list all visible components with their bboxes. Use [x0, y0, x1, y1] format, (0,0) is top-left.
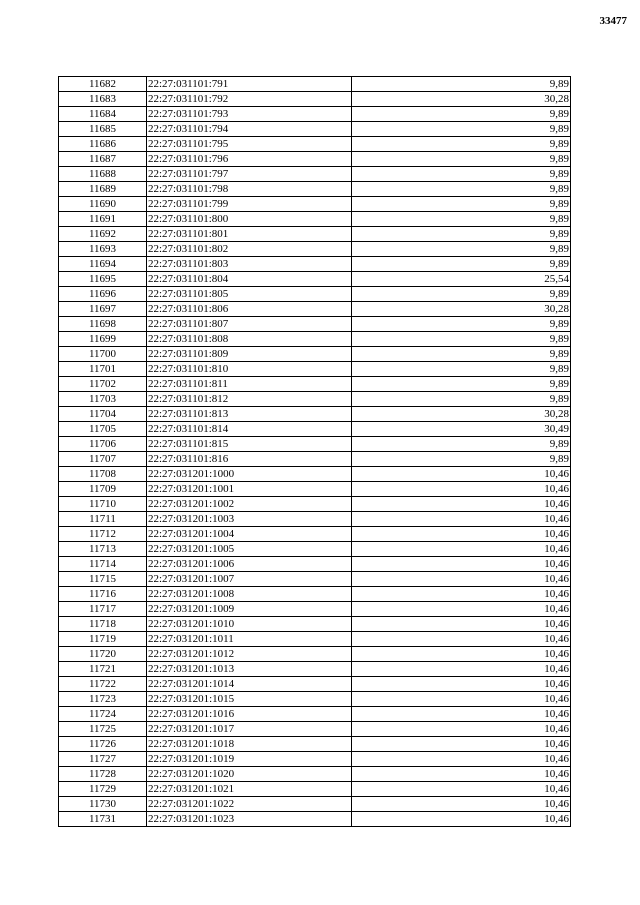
- table-row: [59, 182, 571, 197]
- value-cell: 10,46: [352, 587, 571, 602]
- cadastral-number-cell: 22:27:031201:1008: [147, 587, 352, 602]
- row-number-cell: 11705: [59, 422, 147, 437]
- cadastral-number-cell: 22:27:031101:812: [147, 392, 352, 407]
- row-number-cell: 11722: [59, 677, 147, 692]
- value-cell: 9,89: [352, 392, 571, 407]
- table-row: [59, 332, 571, 347]
- cadastral-number-cell: 22:27:031101:803: [147, 257, 352, 272]
- table-row: [59, 77, 571, 92]
- table-row: [59, 152, 571, 167]
- page-number: 33477: [599, 15, 627, 27]
- row-number-cell: 11725: [59, 722, 147, 737]
- table-row: [59, 587, 571, 602]
- row-number-cell: 11702: [59, 377, 147, 392]
- table-row: [59, 137, 571, 152]
- value-cell: 9,89: [352, 242, 571, 257]
- table-row: [59, 662, 571, 677]
- value-cell: 10,46: [352, 497, 571, 512]
- value-cell: 10,46: [352, 602, 571, 617]
- value-cell: 9,89: [352, 362, 571, 377]
- cadastral-number-cell: 22:27:031201:1023: [147, 812, 352, 827]
- row-number-cell: 11723: [59, 692, 147, 707]
- value-cell: 9,89: [352, 182, 571, 197]
- row-number-cell: 11716: [59, 587, 147, 602]
- row-number-cell: 11731: [59, 812, 147, 827]
- table-row: [59, 692, 571, 707]
- row-number-cell: 11693: [59, 242, 147, 257]
- cadastral-number-cell: 22:27:031201:1007: [147, 572, 352, 587]
- table-row: [59, 242, 571, 257]
- cadastral-number-cell: 22:27:031101:802: [147, 242, 352, 257]
- cadastral-number-cell: 22:27:031201:1018: [147, 737, 352, 752]
- value-cell: 9,89: [352, 317, 571, 332]
- row-number-cell: 11710: [59, 497, 147, 512]
- value-cell: 9,89: [352, 437, 571, 452]
- row-number-cell: 11696: [59, 287, 147, 302]
- table-row: [59, 212, 571, 227]
- value-cell: 10,46: [352, 572, 571, 587]
- row-number-cell: 11711: [59, 512, 147, 527]
- value-cell: 9,89: [352, 452, 571, 467]
- cadastral-number-cell: 22:27:031201:1022: [147, 797, 352, 812]
- value-cell: 9,89: [352, 212, 571, 227]
- row-number-cell: 11694: [59, 257, 147, 272]
- row-number-cell: 11685: [59, 122, 147, 137]
- table-row: [59, 512, 571, 527]
- row-number-cell: 11724: [59, 707, 147, 722]
- row-number-cell: 11700: [59, 347, 147, 362]
- value-cell: 10,46: [352, 752, 571, 767]
- cadastral-number-cell: 22:27:031101:797: [147, 167, 352, 182]
- table-row: [59, 377, 571, 392]
- value-cell: 10,46: [352, 782, 571, 797]
- value-cell: 30,28: [352, 302, 571, 317]
- cadastral-number-cell: 22:27:031201:1017: [147, 722, 352, 737]
- table-row: [59, 287, 571, 302]
- cadastral-number-cell: 22:27:031101:805: [147, 287, 352, 302]
- row-number-cell: 11684: [59, 107, 147, 122]
- value-cell: 10,46: [352, 662, 571, 677]
- row-number-cell: 11683: [59, 92, 147, 107]
- row-number-cell: 11687: [59, 152, 147, 167]
- value-cell: 10,46: [352, 512, 571, 527]
- cadastral-number-cell: 22:27:031201:1012: [147, 647, 352, 662]
- cadastral-number-cell: 22:27:031201:1019: [147, 752, 352, 767]
- table-body: [59, 77, 571, 827]
- row-number-cell: 11708: [59, 467, 147, 482]
- row-number-cell: 11691: [59, 212, 147, 227]
- value-cell: 9,89: [352, 137, 571, 152]
- value-cell: 9,89: [352, 347, 571, 362]
- table-row: [59, 467, 571, 482]
- row-number-cell: 11714: [59, 557, 147, 572]
- row-number-cell: 11715: [59, 572, 147, 587]
- cadastral-number-cell: 22:27:031201:1009: [147, 602, 352, 617]
- table-row: [59, 122, 571, 137]
- table-row: [59, 317, 571, 332]
- table-row: [59, 227, 571, 242]
- cadastral-number-cell: 22:27:031101:815: [147, 437, 352, 452]
- table-row: [59, 452, 571, 467]
- row-number-cell: 11701: [59, 362, 147, 377]
- value-cell: 9,89: [352, 377, 571, 392]
- cadastral-number-cell: 22:27:031101:814: [147, 422, 352, 437]
- cadastral-number-cell: 22:27:031201:1005: [147, 542, 352, 557]
- value-cell: 10,46: [352, 797, 571, 812]
- table-row: [59, 347, 571, 362]
- data-table: [58, 76, 571, 827]
- row-number-cell: 11707: [59, 452, 147, 467]
- row-number-cell: 11692: [59, 227, 147, 242]
- value-cell: 10,46: [352, 557, 571, 572]
- value-cell: 10,46: [352, 707, 571, 722]
- table-row: [59, 602, 571, 617]
- cadastral-number-cell: 22:27:031201:1021: [147, 782, 352, 797]
- row-number-cell: 11690: [59, 197, 147, 212]
- row-number-cell: 11695: [59, 272, 147, 287]
- cadastral-number-cell: 22:27:031201:1001: [147, 482, 352, 497]
- table-row: [59, 737, 571, 752]
- cadastral-number-cell: 22:27:031101:800: [147, 212, 352, 227]
- table-row: [59, 677, 571, 692]
- table-row: [59, 392, 571, 407]
- row-number-cell: 11721: [59, 662, 147, 677]
- table-row: [59, 497, 571, 512]
- cadastral-number-cell: 22:27:031101:799: [147, 197, 352, 212]
- value-cell: 9,89: [352, 107, 571, 122]
- cadastral-number-cell: 22:27:031101:792: [147, 92, 352, 107]
- cadastral-number-cell: 22:27:031201:1011: [147, 632, 352, 647]
- table-row: [59, 437, 571, 452]
- row-number-cell: 11703: [59, 392, 147, 407]
- value-cell: 10,46: [352, 617, 571, 632]
- table-row: [59, 407, 571, 422]
- value-cell: 10,46: [352, 527, 571, 542]
- table-row: [59, 542, 571, 557]
- cadastral-number-cell: 22:27:031101:794: [147, 122, 352, 137]
- table-row: [59, 107, 571, 122]
- value-cell: 10,46: [352, 692, 571, 707]
- row-number-cell: 11713: [59, 542, 147, 557]
- cadastral-number-cell: 22:27:031101:791: [147, 77, 352, 92]
- row-number-cell: 11727: [59, 752, 147, 767]
- table-row: [59, 707, 571, 722]
- table-row: [59, 782, 571, 797]
- cadastral-number-cell: 22:27:031201:1000: [147, 467, 352, 482]
- value-cell: 30,28: [352, 407, 571, 422]
- value-cell: 9,89: [352, 77, 571, 92]
- cadastral-number-cell: 22:27:031101:795: [147, 137, 352, 152]
- cadastral-number-cell: 22:27:031101:808: [147, 332, 352, 347]
- table-row: [59, 302, 571, 317]
- table-row: [59, 752, 571, 767]
- row-number-cell: 11698: [59, 317, 147, 332]
- value-cell: 25,54: [352, 272, 571, 287]
- table-row: [59, 92, 571, 107]
- table-row: [59, 557, 571, 572]
- table-row: [59, 767, 571, 782]
- row-number-cell: 11686: [59, 137, 147, 152]
- value-cell: 10,46: [352, 722, 571, 737]
- cadastral-number-cell: 22:27:031101:811: [147, 377, 352, 392]
- table-row: [59, 167, 571, 182]
- value-cell: 9,89: [352, 332, 571, 347]
- row-number-cell: 11720: [59, 647, 147, 662]
- cadastral-number-cell: 22:27:031101:796: [147, 152, 352, 167]
- cadastral-number-cell: 22:27:031101:804: [147, 272, 352, 287]
- cadastral-number-cell: 22:27:031201:1004: [147, 527, 352, 542]
- cadastral-number-cell: 22:27:031101:801: [147, 227, 352, 242]
- row-number-cell: 11688: [59, 167, 147, 182]
- value-cell: 10,46: [352, 812, 571, 827]
- cadastral-number-cell: 22:27:031201:1015: [147, 692, 352, 707]
- value-cell: 9,89: [352, 197, 571, 212]
- value-cell: 9,89: [352, 167, 571, 182]
- table-row: [59, 362, 571, 377]
- value-cell: 9,89: [352, 257, 571, 272]
- value-cell: 10,46: [352, 542, 571, 557]
- row-number-cell: 11712: [59, 527, 147, 542]
- cadastral-number-cell: 22:27:031201:1020: [147, 767, 352, 782]
- table-row: [59, 647, 571, 662]
- cadastral-number-cell: 22:27:031201:1013: [147, 662, 352, 677]
- value-cell: 10,46: [352, 632, 571, 647]
- cadastral-number-cell: 22:27:031101:798: [147, 182, 352, 197]
- cadastral-number-cell: 22:27:031201:1003: [147, 512, 352, 527]
- value-cell: 10,46: [352, 482, 571, 497]
- cadastral-number-cell: 22:27:031201:1016: [147, 707, 352, 722]
- table-row: [59, 482, 571, 497]
- table-row: [59, 257, 571, 272]
- row-number-cell: 11709: [59, 482, 147, 497]
- table-row: [59, 197, 571, 212]
- row-number-cell: 11718: [59, 617, 147, 632]
- row-number-cell: 11682: [59, 77, 147, 92]
- table-row: [59, 722, 571, 737]
- row-number-cell: 11717: [59, 602, 147, 617]
- row-number-cell: 11729: [59, 782, 147, 797]
- value-cell: 10,46: [352, 677, 571, 692]
- value-cell: 9,89: [352, 287, 571, 302]
- table-row: [59, 272, 571, 287]
- cadastral-number-cell: 22:27:031101:793: [147, 107, 352, 122]
- value-cell: 9,89: [352, 152, 571, 167]
- value-cell: 10,46: [352, 767, 571, 782]
- table-row: [59, 797, 571, 812]
- value-cell: 30,28: [352, 92, 571, 107]
- table-row: [59, 812, 571, 827]
- row-number-cell: 11726: [59, 737, 147, 752]
- cadastral-number-cell: 22:27:031101:810: [147, 362, 352, 377]
- row-number-cell: 11689: [59, 182, 147, 197]
- table-row: [59, 617, 571, 632]
- row-number-cell: 11697: [59, 302, 147, 317]
- row-number-cell: 11706: [59, 437, 147, 452]
- cadastral-number-cell: 22:27:031201:1010: [147, 617, 352, 632]
- value-cell: 9,89: [352, 122, 571, 137]
- cadastral-number-cell: 22:27:031101:809: [147, 347, 352, 362]
- cadastral-number-cell: 22:27:031101:816: [147, 452, 352, 467]
- value-cell: 10,46: [352, 647, 571, 662]
- cadastral-number-cell: 22:27:031201:1014: [147, 677, 352, 692]
- table-row: [59, 527, 571, 542]
- table-row: [59, 632, 571, 647]
- row-number-cell: 11699: [59, 332, 147, 347]
- row-number-cell: 11730: [59, 797, 147, 812]
- cadastral-number-cell: 22:27:031201:1002: [147, 497, 352, 512]
- table-row: [59, 572, 571, 587]
- row-number-cell: 11728: [59, 767, 147, 782]
- value-cell: 10,46: [352, 737, 571, 752]
- cadastral-number-cell: 22:27:031201:1006: [147, 557, 352, 572]
- value-cell: 10,46: [352, 467, 571, 482]
- value-cell: 9,89: [352, 227, 571, 242]
- value-cell: 30,49: [352, 422, 571, 437]
- row-number-cell: 11704: [59, 407, 147, 422]
- cadastral-number-cell: 22:27:031101:806: [147, 302, 352, 317]
- row-number-cell: 11719: [59, 632, 147, 647]
- table-row: [59, 422, 571, 437]
- cadastral-number-cell: 22:27:031101:807: [147, 317, 352, 332]
- cadastral-number-cell: 22:27:031101:813: [147, 407, 352, 422]
